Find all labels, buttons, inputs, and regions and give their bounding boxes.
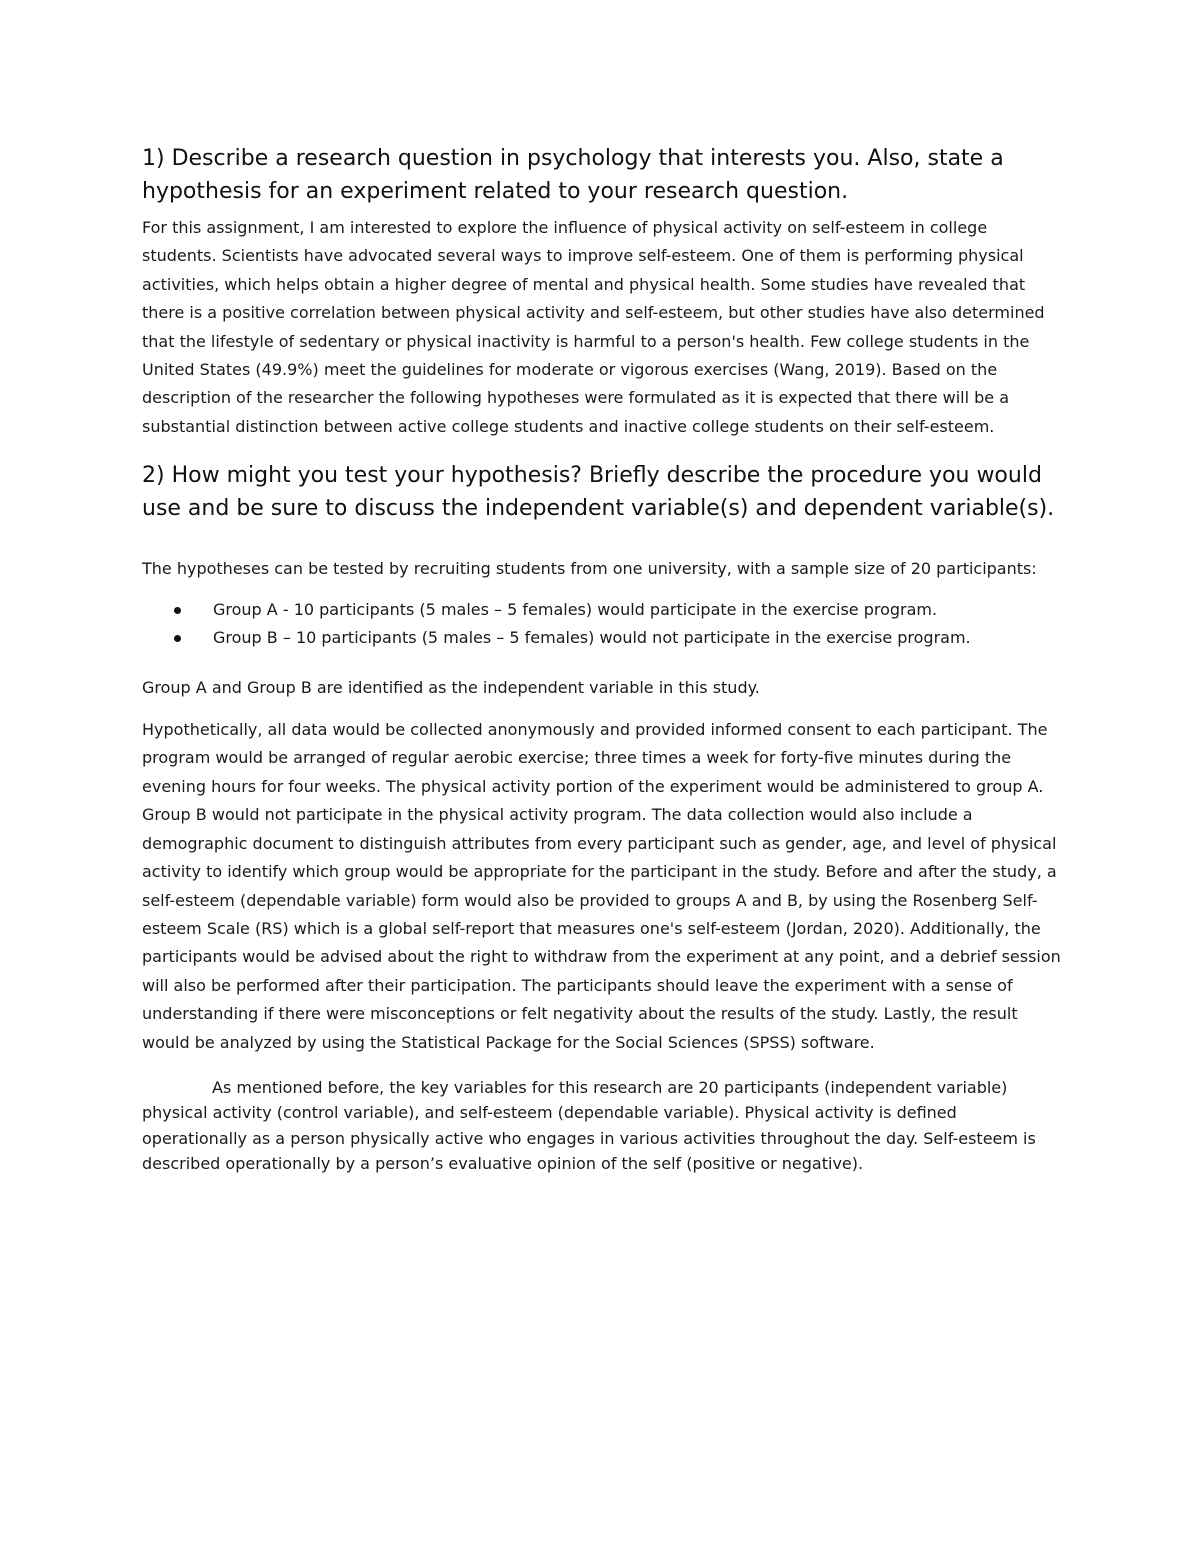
- question-1-answer: For this assignment, I am interested to explore the influence of physical activity on self-esteem in college students. Scientists have advocated several ways to improve self-esteem. One of them is performing physical activities, which helps obtain a higher degree of mental and physical health. Some studies have revealed that there is a positive correlation between physical activity and self-esteem, but other studies have also determined that the lifestyle of sedentary or physical inactivity is harmful to a person's health. Few college students in the United States (49.9%) meet the guidelines for moderate or vigorous exercises (Wang, 2019). Based on the description of the researcher the following hypotheses were formulated as it is expected that there will be a substantial distinction between active college students and inactive college students on their self-esteem.: [142, 218, 1045, 436]
- group-b-text: Group B – 10 participants (5 males – 5 females) would not participate in the exercise program.: [213, 627, 971, 647]
- group-a-text: Group A - 10 participants (5 males – 5 females) would participate in the exercise program.: [213, 599, 938, 619]
- bullet-icon: [174, 635, 181, 642]
- independent-variable-statement: Group A and Group B are identified as the independent variable in this study.: [142, 677, 760, 697]
- procedure-paragraph: Hypothetically, all data would be collected anonymously and provided informed consent to each participant. The program would be arranged of regular aerobic exercise; three times a week for forty-five minutes during the evening hours for four weeks. The physical activity portion of the experiment would be administered to group A. Group B would not participate in the physical activity program. The data collection would also include a demographic document to distinguish attributes from every participant such as gender, age, and level of physical activity to identify which group would be appropriate for the participant in the study. Before and after the study, a self-esteem (dependable variable) form would also be provided to groups A and B, by using the Rosenberg Self-esteem Scale (RS) which is a global self-report that measures one's self-esteem (Jordan, 2020). Additionally, the participants would be advised about the right to withdraw from the experiment at any point, and a debrief session will also be performed after their participation. The participants should leave the experiment with a sense of understanding if there were misconceptions or felt negativity about the results of the study. Lastly, the result would be analyzed by using the Statistical Package for the Social Sciences (SPSS) software.: [142, 720, 1061, 1052]
- bullet-icon: [174, 607, 181, 614]
- variables-paragraph: As mentioned before, the key variables for this research are 20 participants (independent variable) physical activity (control variable), and self-esteem (dependable variable). Physical activity is defined operationally as a person physically active who engages in various activities throughout the day. Self-esteem is described operationally by a person’s evaluative opinion of the self (positive or negative).: [142, 1077, 1036, 1174]
- question-1-heading: 1) Describe a research question in psychology that interests you. Also, state a hypothesis for an experiment related to your research question.: [142, 146, 1004, 204]
- list-item: [142, 596, 1064, 624]
- question-2-intro: The hypotheses can be tested by recruiting students from one university, with a sample size of 20 participants:: [142, 559, 1037, 579]
- question-2-heading: 2) How might you test your hypothesis? Briefly describe the procedure you would use and be sure to discuss the independent variable(s) and dependent variable(s).: [142, 463, 1055, 522]
- group-list: [142, 596, 1064, 652]
- list-item: [142, 624, 1064, 652]
- document-page: [142, 142, 1064, 1191]
